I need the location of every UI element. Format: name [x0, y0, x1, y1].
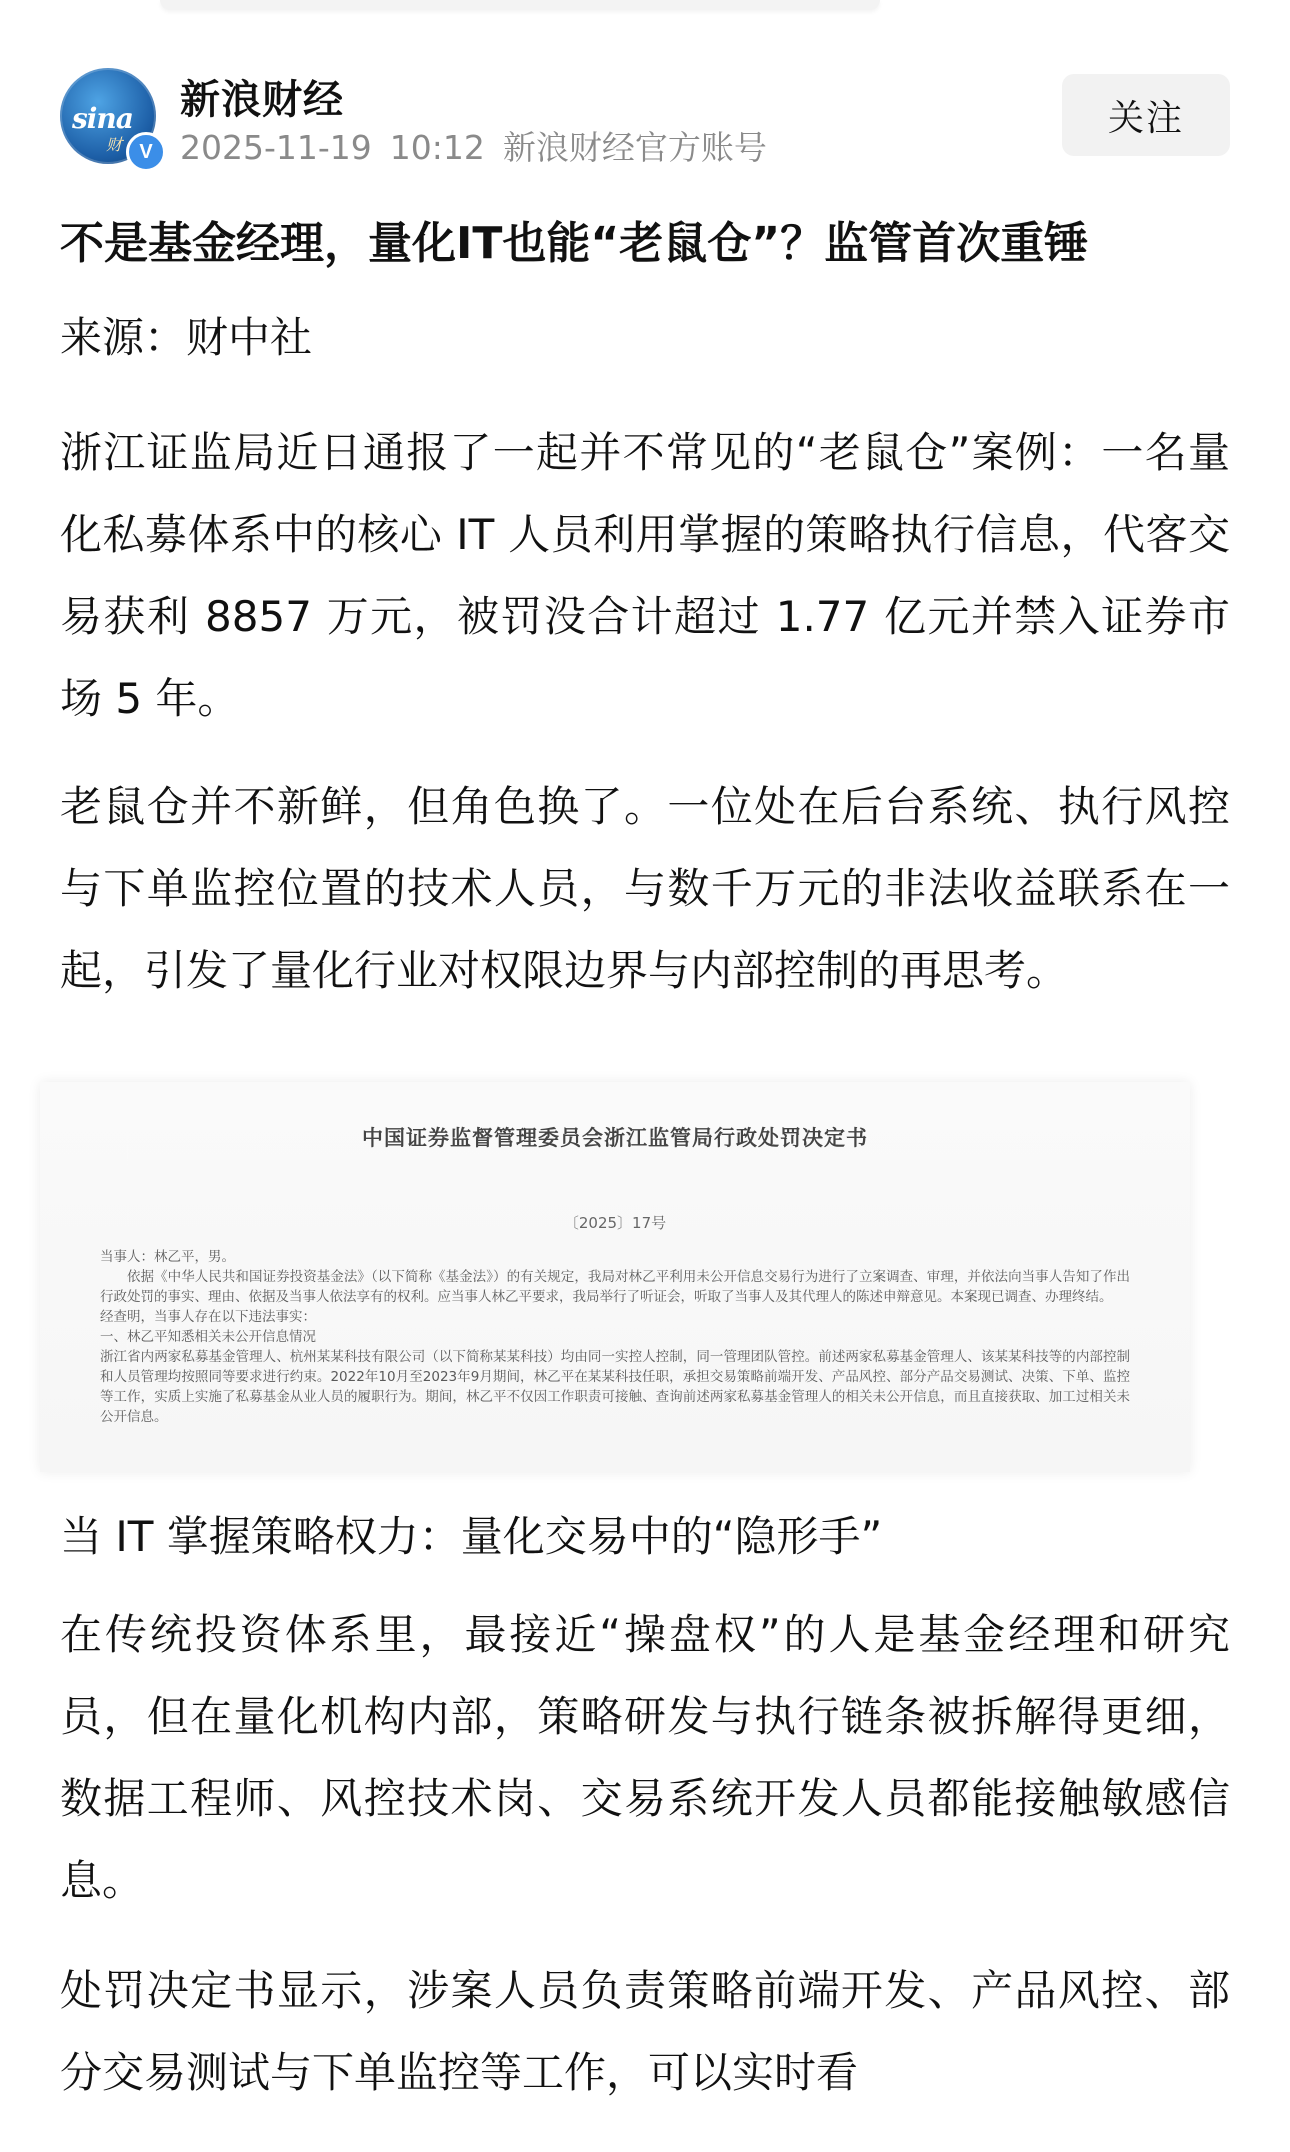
penalty-document-image[interactable] — [0, 1082, 1230, 1472]
document-title: 中国证券监督管理委员会浙江监管局行政处罚决定书 — [362, 1126, 868, 1150]
document-line: 浙江省内两家私募基金管理人、杭州某某科技有限公司（以下简称某某科技）均由同一实控人控制，同一管理团队管控。前述两家私募基金管理人、该某某科技等的内部控制和人员管理均按照同等要求进行约束。2022年10月至2023年9月期间，林乙平在某某科技任职，承担交易策略前端开发、产品风控、部分产品交易测试、决策、下单、监控等工作，实质上实施了私募基金从业人员的履职行为。期间，林乙平不仅因工作职责可接触、查询前述两家私募基金管理人的相关未公开信息，而且直接获取、加工过相关未公开信息。 — [100, 1349, 1130, 1425]
follow-button[interactable]: 关注 — [1062, 74, 1230, 156]
article-body — [60, 190, 1230, 2142]
paragraph: 处罚决定书显示，涉案人员负责策略前端开发、产品风控、部分交易测试与下单监控等工作，可以实时看 — [60, 1966, 1230, 2097]
post-time: 10:12 — [389, 128, 485, 167]
avatar-logo-sub: 财 — [106, 135, 123, 154]
section-heading: 当 IT 掌握策略权力：量化交易中的“隐形手” — [60, 1512, 883, 1561]
article-source: 来源：财中社 — [60, 313, 313, 362]
post-header — [60, 60, 1230, 170]
previous-card-edge — [160, 0, 880, 10]
document-page — [40, 1082, 1190, 1472]
paragraph: 在传统投资体系里，最接近“操盘权”的人是基金经理和研究员，但在量化机构内部，策略研发与执行链条被拆解得更细，数据工程师、风控技术岗、交易系统开发人员都能接触敏感信息。 — [60, 1610, 1230, 1905]
document-number: 〔2025〕17号 — [563, 1214, 667, 1232]
document-line: 一、林乙平知悉相关未公开信息情况 — [100, 1329, 316, 1345]
document-line: 当事人：林乙平，男。 — [100, 1249, 235, 1265]
post-meta — [180, 122, 785, 169]
paragraph: 老鼠仓并不新鲜，但角色换了。一位处在后台系统、执行风控与下单监控位置的技术人员，与数千万元的非法收益联系在一起，引发了量化行业对权限边界与内部控制的再思考。 — [60, 782, 1230, 995]
author-name[interactable]: 新浪财经 — [180, 77, 344, 123]
verified-icon: V — [126, 132, 166, 172]
avatar-logo-text: sina — [72, 102, 133, 135]
article-title: 不是基金经理，量化IT也能“老鼠仓”？监管首次重锤 — [60, 218, 1089, 269]
document-line: 依据《中华人民共和国证券投资基金法》（以下简称《基金法》）的有关规定，我局对林乙平利用未公开信息交易行为进行了立案调查、审理，并依法向当事人告知了作出行政处罚的事实、理由、依据及当事人依法享有的权利。应当事人林乙平要求，我局举行了听证会，听取了当事人及其代理人的陈述申辩意见。本案现已调查、办理终结。 — [100, 1269, 1130, 1305]
document-line: 经查明，当事人存在以下违法事实： — [100, 1309, 316, 1325]
paragraph: 浙江证监局近日通报了一起并不常见的“老鼠仓”案例：一名量化私募体系中的核心 IT 人员利用掌握的策略执行信息，代客交易获利 8857 万元，被罚没合计超过 1.77 亿元并禁入证券市场 5 年。 — [60, 428, 1230, 723]
post-date: 2025-11-19 — [180, 128, 372, 167]
document-text — [100, 1247, 1130, 1427]
account-type: 新浪财经官方账号 — [502, 128, 767, 167]
